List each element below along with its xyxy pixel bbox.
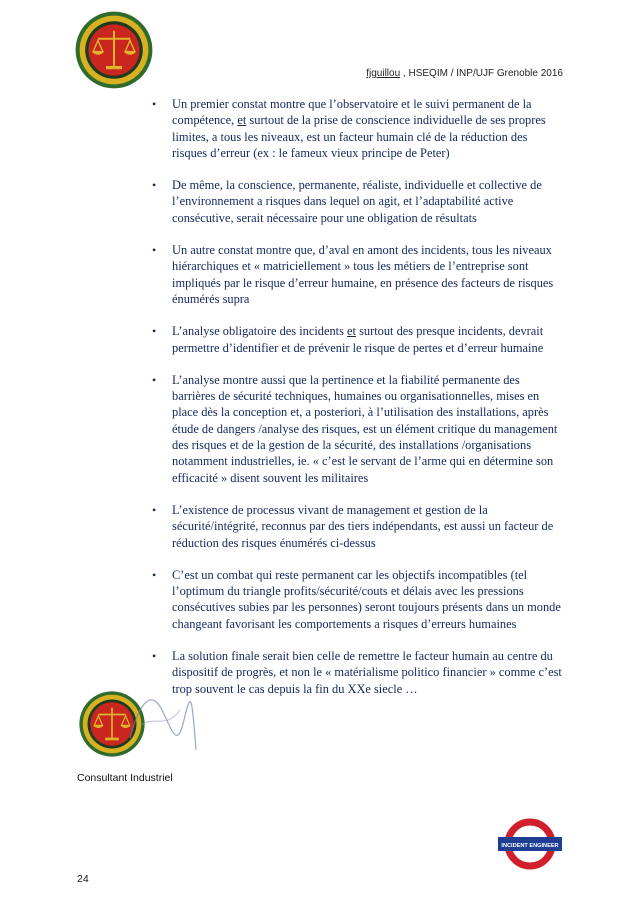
signature-icon: [122, 680, 200, 760]
bullet-underlined-text: et: [347, 324, 356, 339]
bullet-dot-icon: •: [152, 502, 157, 517]
bullet-text: De même, la conscience, permanente, réaliste, individuelle et collective de l’environnement a risques dans lequel on agit, et l’adaptabilité active consécutive, serait nécessaire pour une obligation de résultats: [172, 178, 542, 225]
page-number: 24: [77, 873, 89, 885]
bullet-item: [152, 567, 564, 632]
bullet-dot-icon: •: [152, 97, 157, 111]
consultant-title: Consultant Industriel: [77, 772, 173, 784]
header-affiliation: , HSEQIM / INP/UJF Grenoble 2016: [400, 68, 563, 79]
bullet-text: Un autre constat montre que, d’aval en amont des incidents, tous les niveaux hiérarchiques et « matriciellement » tous les métiers de l’entreprise sont impliqués par le risque d’erreur humaine, en présence des facteurs de risques énumérés supra: [172, 243, 554, 306]
bullet-text: L’analyse montre aussi que la pertinence et la fiabilité permanente des barrières de sécurité techniques, humaines ou organisationnelles, mises en place dès la conception et, a posteriori, à l’utilisation des installations, après étude de dangers /analyse des risques, est un élément critique du management des risques et de la gestion de la sécurité, des installations /organisations notamment industrielles, ie. « c’est le servant de l’arme qui en détermine son efficacité » disent souvent les militaires: [172, 372, 558, 485]
bullet-dot-icon: •: [152, 178, 157, 193]
roundel-label: INCIDENT ENGINEER: [501, 843, 559, 849]
bullet-dot-icon: •: [152, 372, 157, 387]
bullet-item: [152, 96, 564, 161]
bullet-dot-icon: •: [152, 649, 157, 664]
seal-logo-icon: [74, 10, 154, 90]
bullet-item: [152, 648, 564, 697]
bullet-text: La solution finale serait bien celle de remettre le facteur humain au centre du dispositif de progrès, et non le « matérialisme politico financier » comme c’est trop souvent le cas depuis la fin du XXe siecle …: [172, 649, 562, 696]
bullet-text: L’analyse obligatoire des incidents: [172, 324, 348, 339]
bullet-item: [152, 242, 564, 307]
bullet-text: C’est un combat qui reste permanent car les objectifs incompatibles (tel l’optimum du triangle profits/sécurité/couts et délais avec les pressions consécutives subies par les personnes) seront toujours présents dans un monde changeant favorisant les comportements a risques d’erreurs humaines: [172, 567, 561, 631]
bullet-item: [152, 502, 564, 551]
bullet-item: [152, 323, 564, 356]
bullet-dot-icon: •: [152, 243, 157, 258]
bullet-text: L’existence de processus vivant de management et gestion de la sécurité/intégrité, reconnus par des tiers indépendants, est aussi un facteur de réduction des risques énumérés ci-dessus: [172, 502, 554, 550]
bullet-underlined-text: et: [237, 113, 247, 128]
bullet-text: Un premier constat montre que l’observatoire et le suivi permanent de la compétence,: [172, 97, 532, 128]
header-author: fjguillou: [366, 68, 401, 79]
page-header: [366, 68, 563, 79]
incident-engineer-roundel-icon: [497, 818, 563, 870]
bullet-item: [152, 372, 564, 486]
bullet-dot-icon: •: [152, 324, 157, 339]
bullet-text: surtout de la prise de conscience individuelle de ses propres limites, a tous les niveaux, est un facteur humain clé de la réduction des risques d’erreur (ex : le fameux vieux principe de Peter): [172, 113, 546, 160]
bullet-text: surtout des presque incidents, devrait permettre d’identifier et de prévenir le risque de pertes et d’erreur humaine: [172, 324, 544, 355]
bullet-item: [152, 177, 564, 226]
bullet-dot-icon: •: [152, 567, 157, 582]
bullet-list: [152, 96, 564, 713]
